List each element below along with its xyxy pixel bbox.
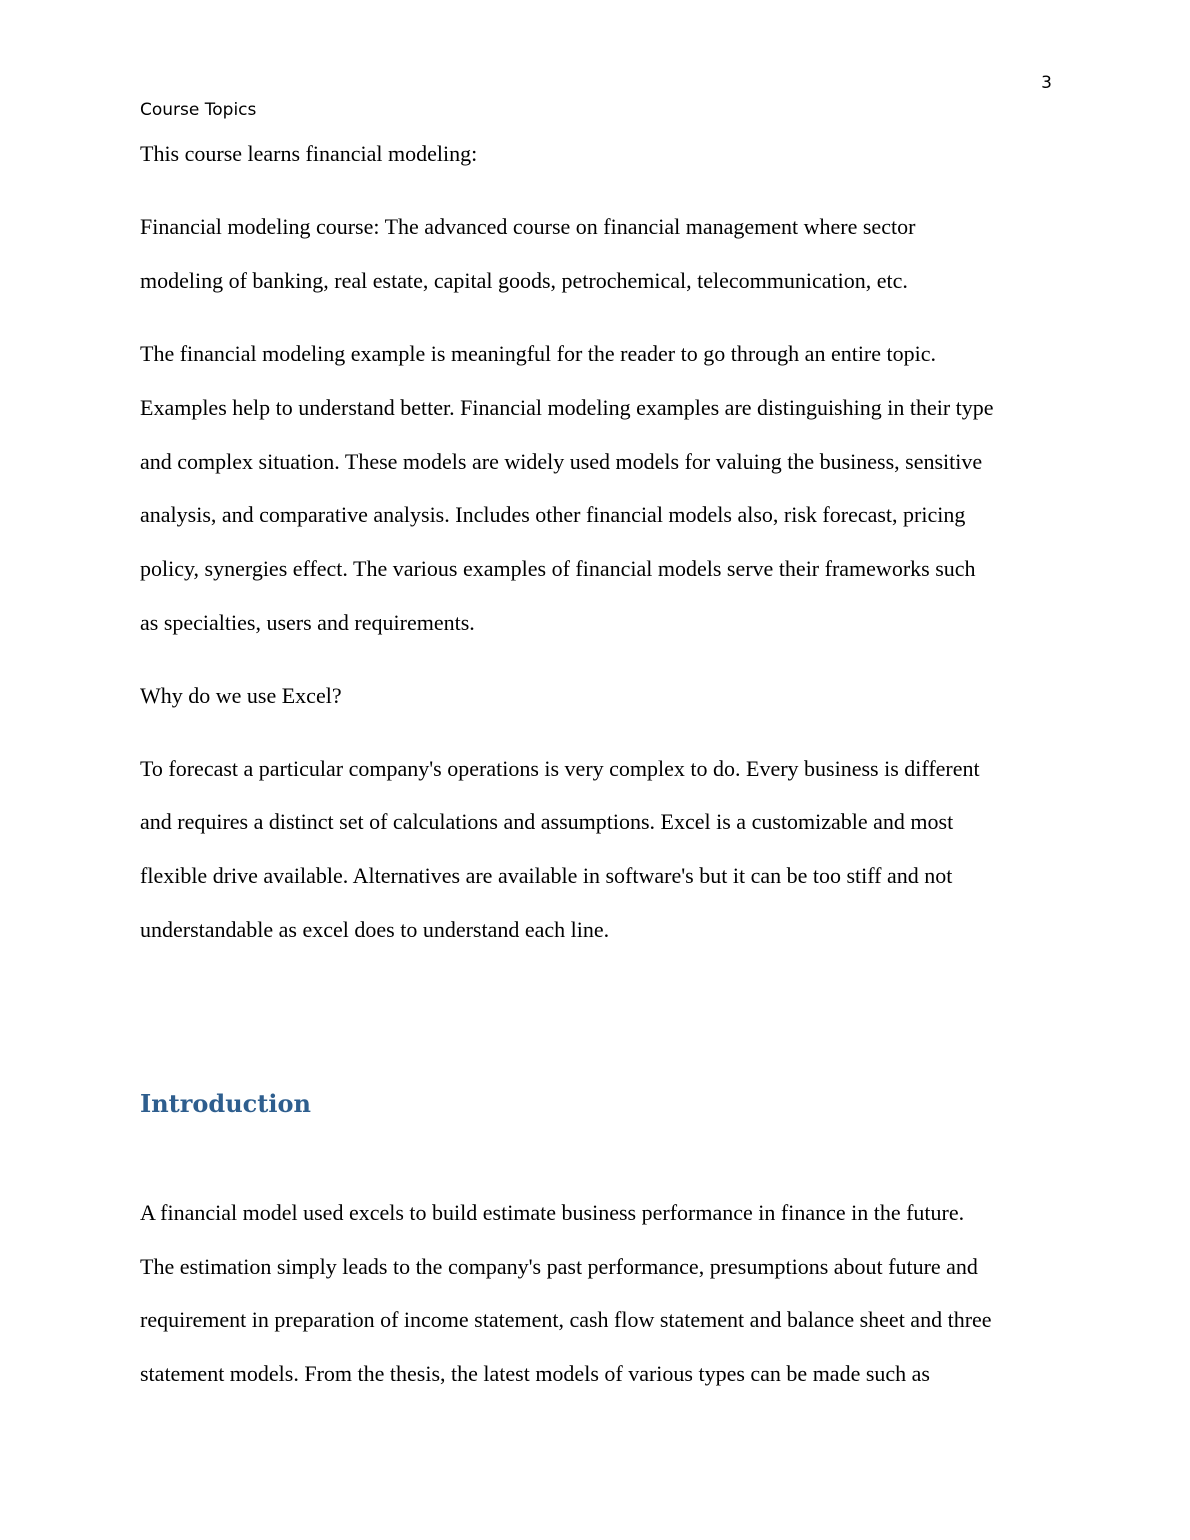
paragraph-line: analysis, and comparative analysis. Includes other financial models also, risk forecast, pricing (140, 502, 966, 527)
paragraph-line: and complex situation. These models are widely used models for valuing the business, sensitive (140, 449, 983, 474)
paragraph-line: A financial model used excels to build estimate business performance in finance in the future. (140, 1200, 965, 1225)
paragraph-line: understandable as excel does to understand each line. (140, 917, 610, 942)
running-head: Course Topics (140, 100, 257, 120)
paragraph-line: statement models. From the thesis, the latest models of various types can be made such as (140, 1361, 930, 1386)
intro-line: This course learns financial modeling: (140, 141, 478, 166)
paragraph-line: To forecast a particular company's operations is very complex to do. Every business is different (140, 756, 980, 781)
paragraph-line: The financial modeling example is meaningful for the reader to go through an entire topic. (140, 341, 937, 366)
paragraph-line: modeling of banking, real estate, capital goods, petrochemical, telecommunication, etc. (140, 268, 908, 293)
paragraph-line: policy, synergies effect. The various examples of financial models serve their frameworks such (140, 556, 976, 581)
paragraph-line: requirement in preparation of income statement, cash flow statement and balance sheet and three (140, 1307, 992, 1332)
paragraph-line: and requires a distinct set of calculations and assumptions. Excel is a customizable and most (140, 809, 954, 834)
page-number: 3 (1041, 73, 1052, 93)
paragraph-line: flexible drive available. Alternatives are available in software's but it can be too stiff and not (140, 863, 953, 888)
paragraph-line: The estimation simply leads to the company's past performance, presumptions about future and (140, 1254, 978, 1279)
paragraph-line: as specialties, users and requirements. (140, 610, 475, 635)
question-line: Why do we use Excel? (140, 683, 342, 708)
paragraph-line: Financial modeling course: The advanced course on financial management where sector (140, 214, 916, 239)
section-heading: Introduction (140, 1089, 311, 1118)
paragraph-line: Examples help to understand better. Financial modeling examples are distinguishing in their type (140, 395, 994, 420)
